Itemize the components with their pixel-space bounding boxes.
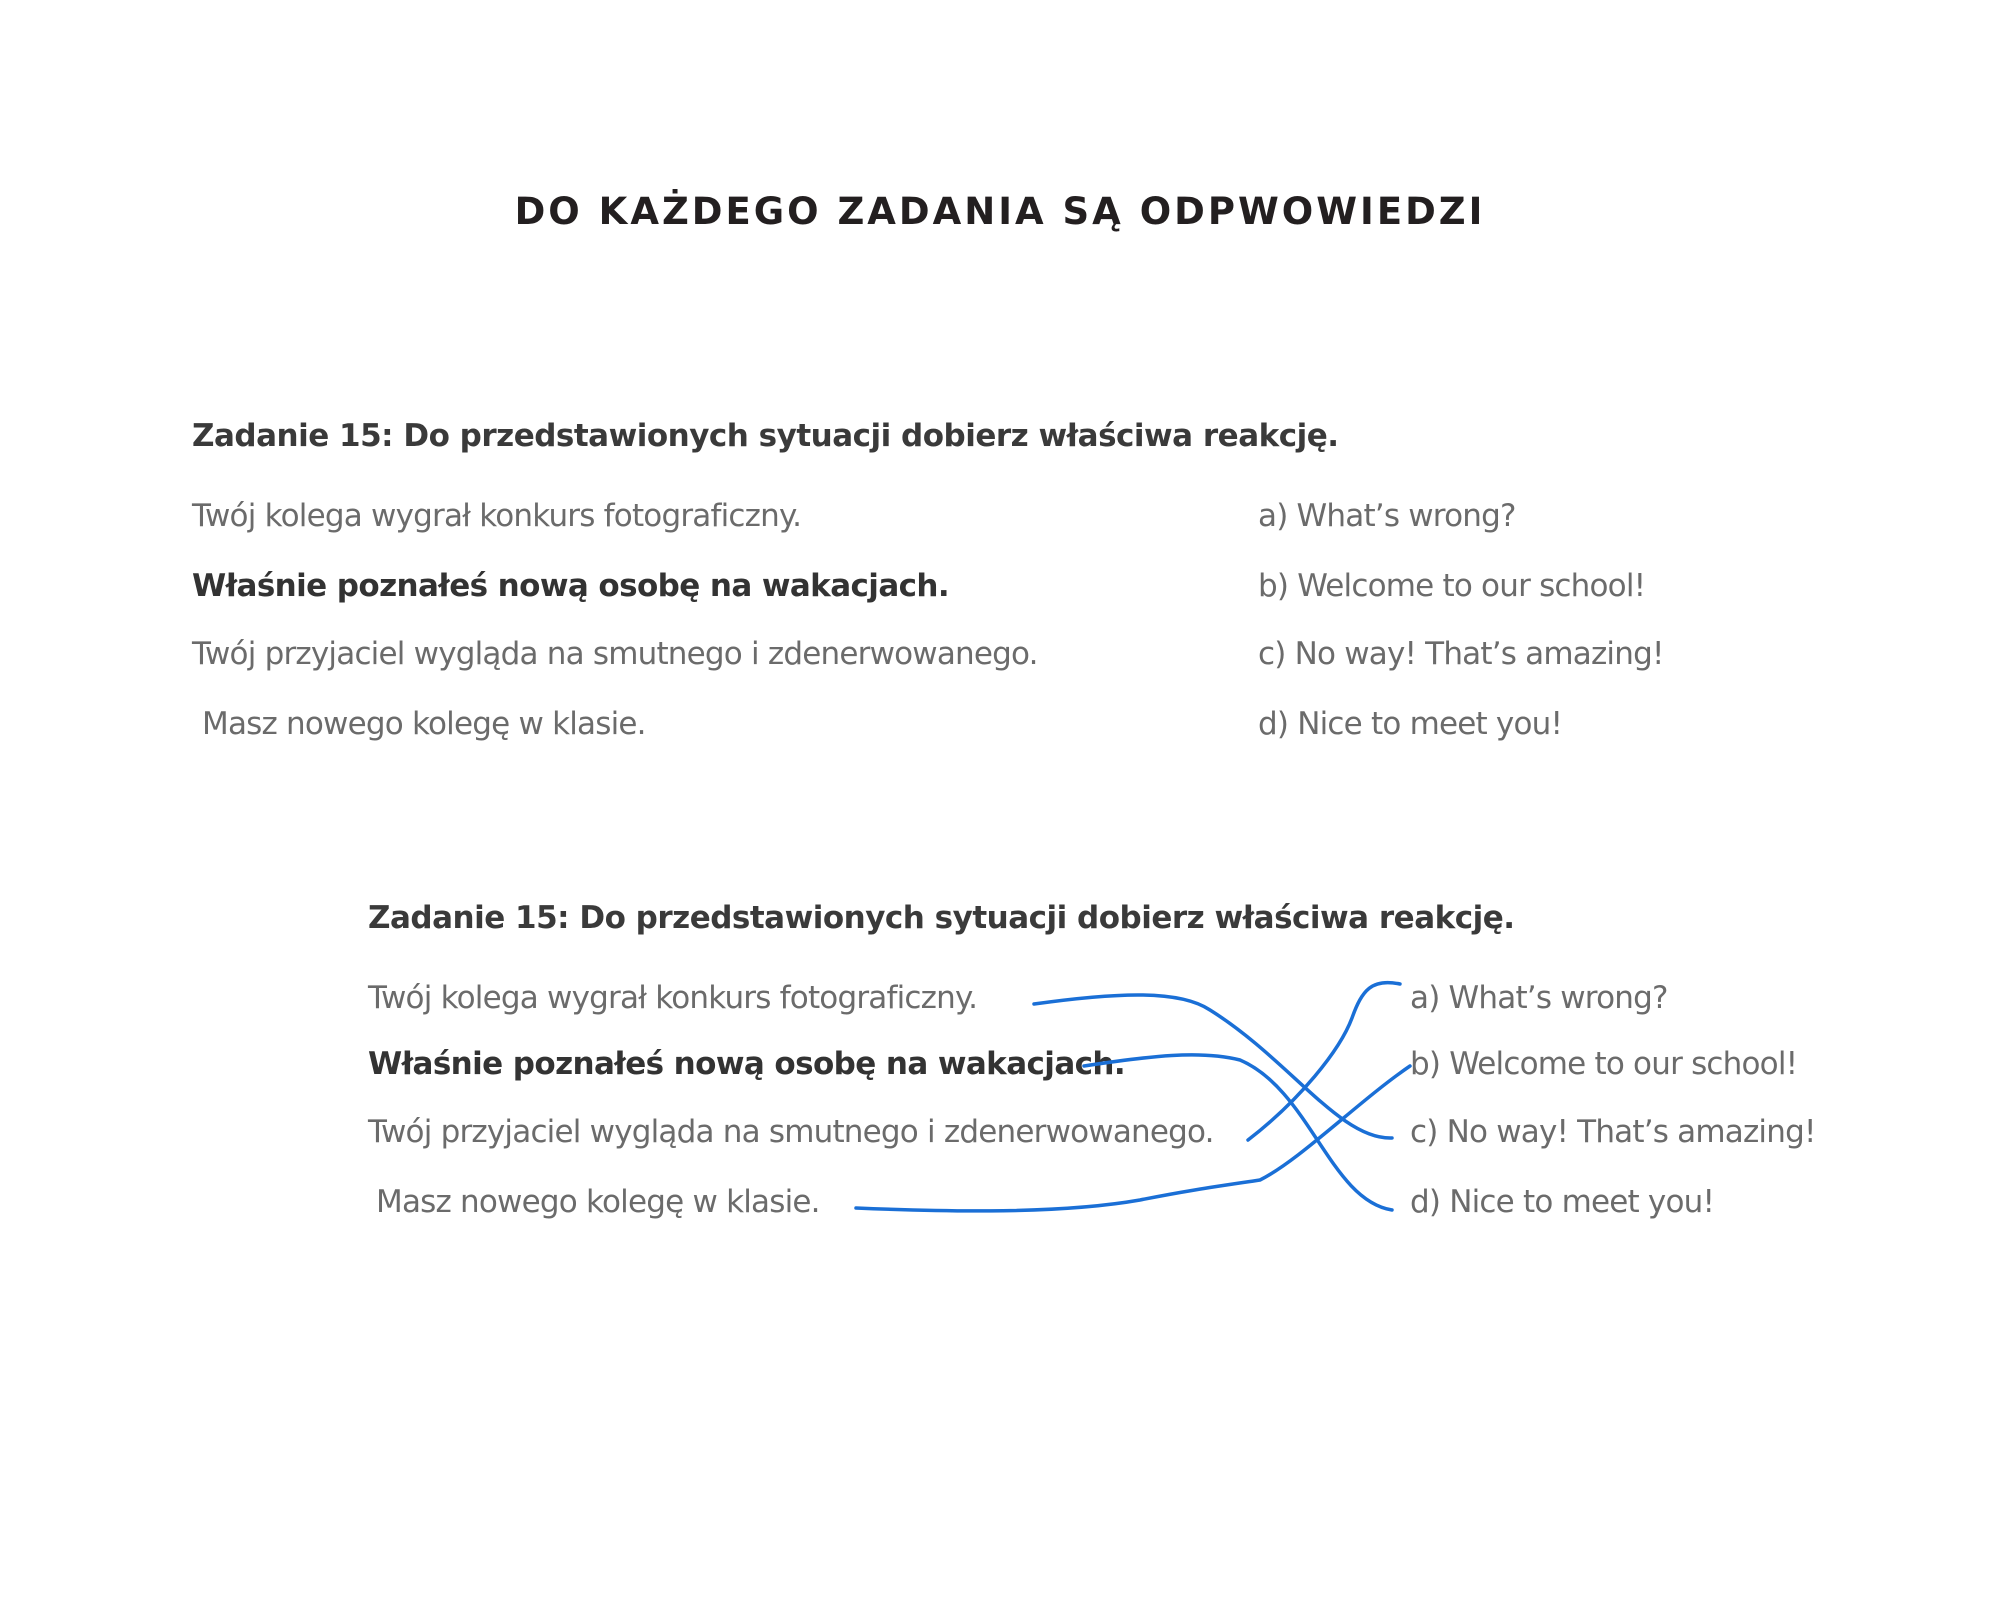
response-c: c) No way! That’s amazing! (1258, 636, 1664, 672)
exercise-title: Zadanie 15: Do przedstawionych sytuacji dobierz właściwa reakcję. (192, 418, 1339, 454)
situation-2: Właśnie poznałeś nową osobę na wakacjach. (368, 1046, 1126, 1082)
situation-4: Masz nowego kolegę w klasie. (202, 706, 646, 742)
page-heading: DO KAŻDEGO ZADANIA SĄ ODPWOWIEDZI (514, 190, 1486, 233)
situation-3: Twój przyjaciel wygląda na smutnego i zdenerwowanego. (368, 1114, 1214, 1150)
situation-1: Twój kolega wygrał konkurs fotograficzny. (368, 980, 978, 1016)
situation-4: Masz nowego kolegę w klasie. (376, 1184, 820, 1220)
response-d: d) Nice to meet you! (1410, 1184, 1715, 1220)
situation-2: Właśnie poznałeś nową osobę na wakacjach. (192, 568, 950, 604)
response-a: a) What’s wrong? (1258, 498, 1516, 534)
response-c: c) No way! That’s amazing! (1410, 1114, 1816, 1150)
response-b: b) Welcome to our school! (1410, 1046, 1798, 1082)
exercise-question (192, 418, 1792, 758)
response-b: b) Welcome to our school! (1258, 568, 1646, 604)
situation-3: Twój przyjaciel wygląda na smutnego i zdenerwowanego. (192, 636, 1038, 672)
exercise-answer (368, 900, 1848, 1240)
exercise-title: Zadanie 15: Do przedstawionych sytuacji dobierz właściwa reakcję. (368, 900, 1515, 936)
response-a: a) What’s wrong? (1410, 980, 1668, 1016)
response-d: d) Nice to meet you! (1258, 706, 1563, 742)
situation-1: Twój kolega wygrał konkurs fotograficzny. (192, 498, 802, 534)
